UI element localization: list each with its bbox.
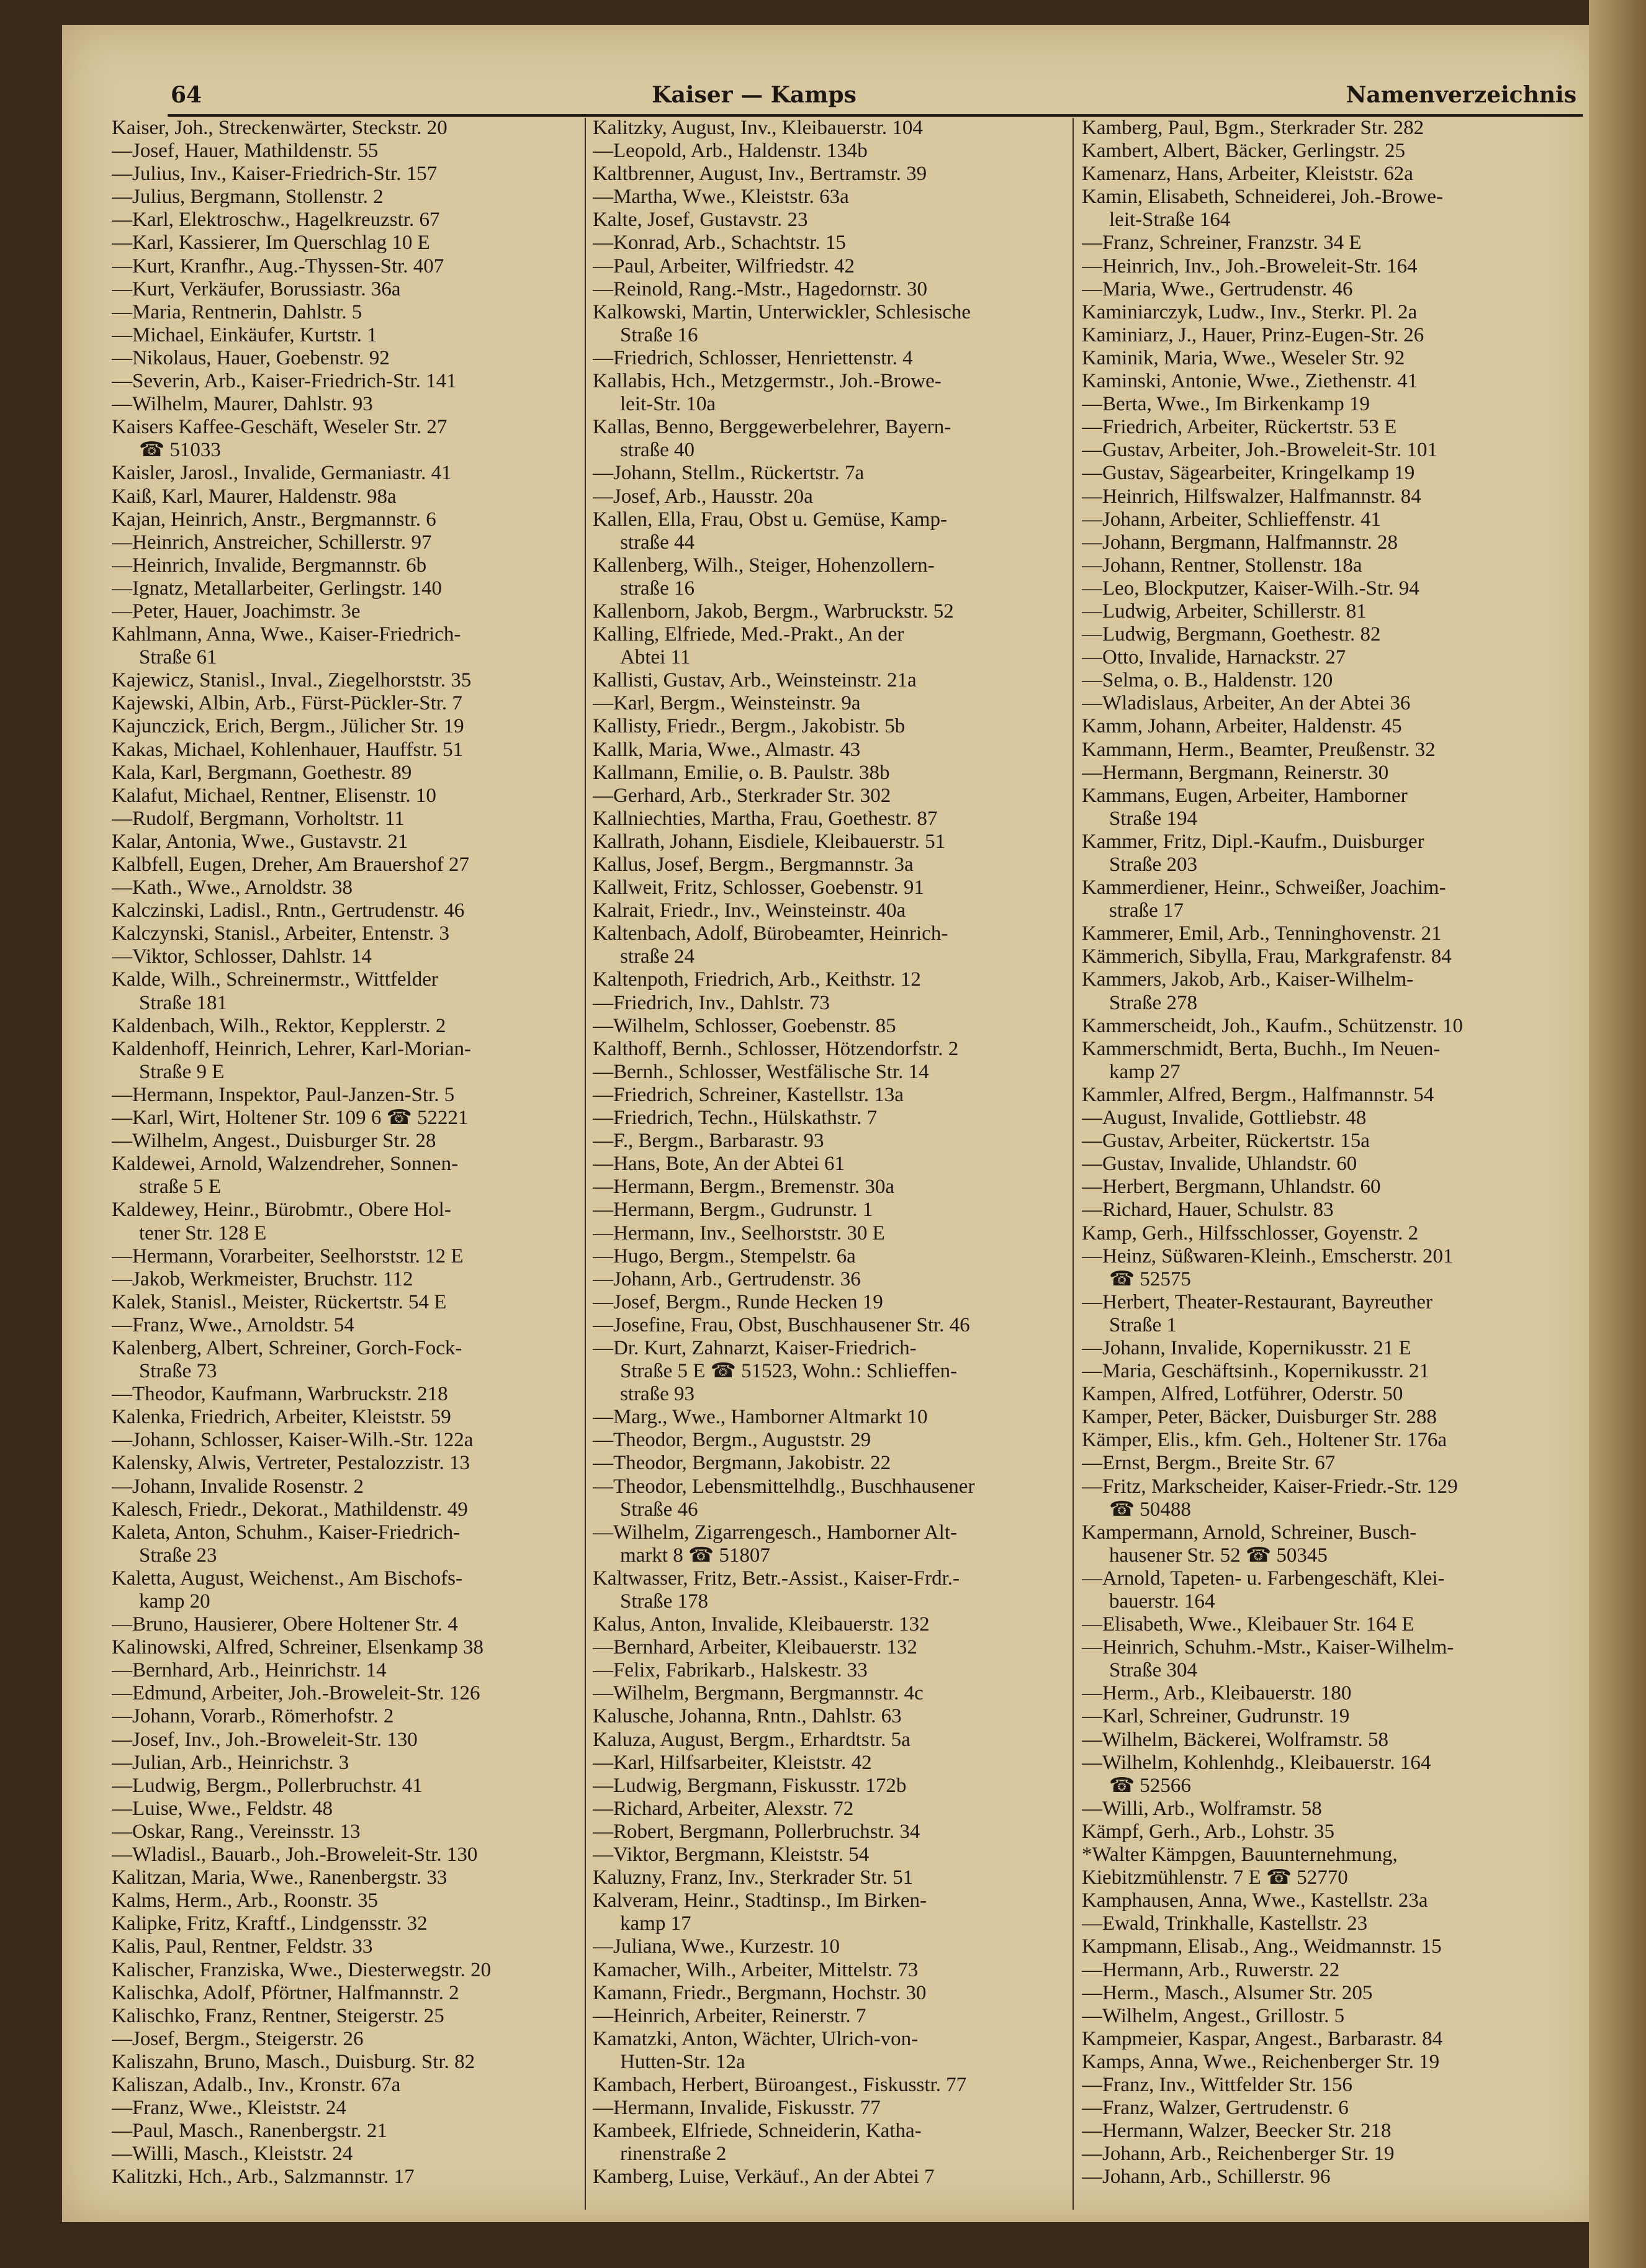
directory-entry: —Paul, Masch., Ranenbergstr. 21 bbox=[112, 2120, 387, 2143]
entry-continuation: Straße 278 bbox=[1109, 991, 1198, 1014]
directory-entry: —Viktor, Bergmann, Kleiststr. 54 bbox=[593, 1843, 870, 1866]
directory-column-1 bbox=[112, 117, 590, 2189]
directory-entry: —Reinold, Rang.-Mstr., Hagedornstr. 30 bbox=[593, 277, 927, 300]
directory-entry: —Franz, Inv., Wittfelder Str. 156 bbox=[1082, 2073, 1352, 2096]
directory-entry: —Ludwig, Bergm., Pollerbruchstr. 41 bbox=[112, 1774, 423, 1797]
directory-entry: Kallk, Maria, Wwe., Almastr. 43 bbox=[593, 738, 861, 761]
directory-entry: —Heinrich, Inv., Joh.-Broweleit-Str. 164 bbox=[1082, 254, 1418, 277]
directory-entry: Kalling, Elfriede, Med.-Prakt., An der bbox=[593, 623, 904, 646]
directory-entry: Kaltenbach, Adolf, Bürobeamter, Heinrich- bbox=[593, 922, 948, 945]
directory-entry: —Josef, Arb., Hausstr. 20a bbox=[593, 485, 813, 508]
entry-continuation: leit-Str. 10a bbox=[620, 393, 716, 416]
directory-entry: Kalusche, Johanna, Rntn., Dahlstr. 63 bbox=[593, 1705, 902, 1728]
directory-entry: Kalczinski, Ladisl., Rntn., Gertrudenstr. 46 bbox=[112, 899, 465, 922]
directory-entry: —Johann, Arb., Schillerstr. 96 bbox=[1082, 2166, 1331, 2189]
directory-entry: —Kath., Wwe., Arnoldstr. 38 bbox=[112, 876, 353, 899]
entry-continuation: straße 40 bbox=[620, 439, 695, 462]
directory-entry: Kalus, Anton, Invalide, Kleibauerstr. 132 bbox=[593, 1613, 930, 1636]
directory-entry: —Johann, Bergmann, Halfmannstr. 28 bbox=[1082, 531, 1398, 554]
directory-entry: Kalesch, Friedr., Dekorat., Mathildenstr. 49 bbox=[112, 1498, 468, 1521]
entry-continuation: straße 93 bbox=[620, 1383, 695, 1406]
directory-entry: —Ignatz, Metallarbeiter, Gerlingstr. 140 bbox=[112, 577, 443, 600]
directory-entry: Kajunczick, Erich, Bergm., Jülicher Str. 19 bbox=[112, 715, 464, 738]
directory-entry: —Franz, Wwe., Kleiststr. 24 bbox=[112, 2097, 346, 2120]
directory-entry: —Selma, o. B., Haldenstr. 120 bbox=[1082, 669, 1333, 692]
directory-entry: —Wilhelm, Zigarrengesch., Hamborner Alt- bbox=[593, 1521, 957, 1544]
directory-entry: —Josef, Hauer, Mathildenstr. 55 bbox=[112, 140, 379, 163]
entry-continuation: Straße 5 E ☎ 51523, Wohn.: Schlieffen- bbox=[620, 1360, 958, 1383]
directory-entry: —Arnold, Tapeten- u. Farbengeschäft, Klei- bbox=[1082, 1567, 1445, 1590]
directory-entry: Kaisers Kaffee-Geschäft, Weseler Str. 27 bbox=[112, 416, 447, 439]
directory-entry: —Hermann, Bergm., Bremenstr. 30a bbox=[593, 1176, 895, 1199]
directory-entry: —Julian, Arb., Heinrichstr. 3 bbox=[112, 1751, 349, 1774]
directory-entry: —Herbert, Bergmann, Uhlandstr. 60 bbox=[1082, 1176, 1381, 1199]
directory-entry: —Franz, Schreiner, Franzstr. 34 E bbox=[1082, 232, 1362, 254]
directory-entry: —Gustav, Arbeiter, Rückertstr. 15a bbox=[1082, 1130, 1370, 1153]
directory-entry: Kalthoff, Bernh., Schlosser, Hötzendorfstr. 2 bbox=[593, 1037, 959, 1060]
directory-entry: Kammerschmidt, Berta, Buchh., Im Neuen- bbox=[1082, 1037, 1441, 1060]
directory-entry: —Gustav, Invalide, Uhlandstr. 60 bbox=[1082, 1153, 1357, 1176]
directory-entry: —Hermann, Invalide, Fiskusstr. 77 bbox=[593, 2097, 881, 2120]
directory-entry: —Heinrich, Schuhm.-Mstr., Kaiser-Wilhelm- bbox=[1082, 1636, 1454, 1659]
directory-entry: Kaletta, August, Weichenst., Am Bischofs- bbox=[112, 1567, 462, 1590]
directory-entry: Kajan, Heinrich, Anstr., Bergmannstr. 6 bbox=[112, 508, 436, 531]
directory-entry: Kamenarz, Hans, Arbeiter, Kleiststr. 62a bbox=[1082, 163, 1413, 186]
directory-entry: —Ludwig, Arbeiter, Schillerstr. 81 bbox=[1082, 600, 1367, 623]
directory-entry: Kalinowski, Alfred, Schreiner, Elsenkamp 38 bbox=[112, 1636, 483, 1659]
directory-entry: Kaldenhoff, Heinrich, Lehrer, Karl-Morian- bbox=[112, 1037, 471, 1060]
directory-entry: —Hermann, Arb., Ruwerstr. 22 bbox=[1082, 1958, 1340, 1981]
directory-entry: Kambeek, Elfriede, Schneiderin, Katha- bbox=[593, 2120, 922, 2143]
directory-entry: —Gustav, Sägearbeiter, Kringelkamp 19 bbox=[1082, 462, 1415, 485]
directory-entry: —Bernh., Schlosser, Westfälische Str. 14 bbox=[593, 1060, 929, 1083]
directory-entry: —Heinz, Süßwaren-Kleinh., Emscherstr. 201 bbox=[1082, 1244, 1454, 1267]
directory-entry: —Bruno, Hausierer, Obere Holtener Str. 4 bbox=[112, 1613, 458, 1636]
directory-entry: —Johann, Schlosser, Kaiser-Wilh.-Str. 122a bbox=[112, 1429, 474, 1452]
directory-entry: —Felix, Fabrikarb., Halskestr. 33 bbox=[593, 1659, 868, 1682]
directory-entry: —Leopold, Arb., Haldenstr. 134b bbox=[593, 140, 868, 163]
directory-entry: —Ernst, Bergm., Breite Str. 67 bbox=[1082, 1452, 1336, 1475]
directory-entry: Kaltbrenner, August, Inv., Bertramstr. 39 bbox=[593, 163, 927, 186]
entry-continuation: leit-Straße 164 bbox=[1109, 209, 1231, 232]
directory-entry: Kammler, Alfred, Bergm., Halfmannstr. 54 bbox=[1082, 1083, 1434, 1106]
entry-continuation: ☎ 52566 bbox=[1109, 1774, 1191, 1797]
directory-entry: —Friedrich, Arbeiter, Rückertstr. 53 E bbox=[1082, 416, 1397, 439]
directory-entry: Kalenka, Friedrich, Arbeiter, Kleiststr. 59 bbox=[112, 1406, 451, 1429]
directory-entry: —Martha, Wwe., Kleiststr. 63a bbox=[593, 186, 849, 209]
directory-entry: —August, Invalide, Gottliebstr. 48 bbox=[1082, 1107, 1367, 1130]
directory-entry: —Theodor, Bergm., Auguststr. 29 bbox=[593, 1429, 871, 1452]
directory-entry: Kambert, Albert, Bäcker, Gerlingstr. 25 bbox=[1082, 140, 1406, 163]
directory-entry: —Johann, Vorarb., Römerhofstr. 2 bbox=[112, 1705, 394, 1728]
directory-entry: Kampermann, Arnold, Schreiner, Busch- bbox=[1082, 1521, 1417, 1544]
directory-entry: Kämpf, Gerh., Arb., Lohstr. 35 bbox=[1082, 1820, 1334, 1843]
directory-entry: Kammerer, Emil, Arb., Tenninghovenstr. 21 bbox=[1082, 922, 1442, 945]
directory-entry: Kalbfell, Eugen, Dreher, Am Brauershof 27 bbox=[112, 853, 470, 876]
directory-entry: —Wilhelm, Bäckerei, Wolframstr. 58 bbox=[1082, 1728, 1388, 1751]
directory-entry: —Karl, Elektroschw., Hagelkreuzstr. 67 bbox=[112, 209, 440, 232]
directory-entry: Kallniechties, Martha, Frau, Goethestr. 87 bbox=[593, 807, 938, 830]
directory-entry: Kaltenpoth, Friedrich, Arb., Keithstr. 12 bbox=[593, 968, 921, 991]
entry-continuation: Straße 46 bbox=[620, 1498, 698, 1521]
directory-entry: —Friedrich, Inv., Dahlstr. 73 bbox=[593, 991, 830, 1014]
directory-entry: Kallabis, Hch., Metzgermstr., Joh.-Browe- bbox=[593, 370, 942, 393]
directory-entry: —Johann, Arb., Reichenberger Str. 19 bbox=[1082, 2143, 1395, 2166]
directory-entry: —Gerhard, Arb., Sterkrader Str. 302 bbox=[593, 784, 891, 807]
directory-entry: —Berta, Wwe., Im Birkenkamp 19 bbox=[1082, 393, 1370, 416]
directory-entry: —Johann, Invalide Rosenstr. 2 bbox=[112, 1475, 364, 1498]
directory-entry: —Rudolf, Bergmann, Vorholtstr. 11 bbox=[112, 807, 405, 830]
entry-continuation: straße 44 bbox=[620, 531, 695, 554]
directory-entry: —Johann, Rentner, Stollenstr. 18a bbox=[1082, 554, 1362, 577]
directory-entry: Kalveram, Heinr., Stadtinsp., Im Birken- bbox=[593, 1889, 927, 1912]
directory-entry: —Gustav, Arbeiter, Joh.-Broweleit-Str. 101 bbox=[1082, 439, 1438, 462]
entry-continuation: Straße 181 bbox=[139, 991, 228, 1014]
entry-continuation: Straße 178 bbox=[620, 1590, 709, 1613]
directory-entry: Kakas, Michael, Kohlenhauer, Hauffstr. 51 bbox=[112, 738, 464, 761]
directory-entry: —Friedrich, Schreiner, Kastellstr. 13a bbox=[593, 1083, 904, 1106]
entry-continuation: kamp 20 bbox=[139, 1590, 210, 1613]
directory-entry: —Kurt, Kranfhr., Aug.-Thyssen-Str. 407 bbox=[112, 254, 444, 277]
directory-entry: Kalrait, Friedr., Inv., Weinsteinstr. 40a bbox=[593, 899, 906, 922]
page-title: Kaiser — Kamps bbox=[652, 82, 857, 108]
directory-entry: Kalkowski, Martin, Unterwickler, Schlesische bbox=[593, 300, 971, 323]
directory-entry: Kammerdiener, Heinr., Schweißer, Joachim- bbox=[1082, 876, 1446, 899]
entry-continuation: Straße 16 bbox=[620, 323, 698, 346]
directory-entry: —Willi, Masch., Kleiststr. 24 bbox=[112, 2143, 353, 2166]
entry-continuation: kamp 27 bbox=[1109, 1060, 1181, 1083]
directory-entry: *Walter Kämpgen, Bauunternehmung, bbox=[1082, 1843, 1398, 1866]
directory-entry: —Jakob, Werkmeister, Bruchstr. 112 bbox=[112, 1267, 413, 1290]
directory-entry: —Herbert, Theater-Restaurant, Bayreuther bbox=[1082, 1290, 1432, 1313]
directory-entry: Kallmann, Emilie, o. B. Paulstr. 38b bbox=[593, 761, 890, 784]
directory-entry: —Hermann, Inspektor, Paul-Janzen-Str. 5 bbox=[112, 1083, 455, 1106]
entry-continuation: Straße 9 E bbox=[139, 1060, 225, 1083]
directory-entry: Kammann, Herm., Beamter, Preußenstr. 32 bbox=[1082, 738, 1436, 761]
directory-entry: —Michael, Einkäufer, Kurtstr. 1 bbox=[112, 323, 377, 346]
directory-entry: Kammans, Eugen, Arbeiter, Hamborner bbox=[1082, 784, 1408, 807]
directory-entry: Kallenborn, Jakob, Bergm., Warbruckstr. 52 bbox=[593, 600, 954, 623]
directory-entry: —Wilhelm, Bergmann, Bergmannstr. 4c bbox=[593, 1682, 924, 1705]
directory-entry: Kammerscheidt, Joh., Kaufm., Schützenstr. 10 bbox=[1082, 1014, 1464, 1037]
directory-entry: —Peter, Hauer, Joachimstr. 3e bbox=[112, 600, 361, 623]
directory-entry: —Ewald, Trinkhalle, Kastellstr. 23 bbox=[1082, 1912, 1368, 1935]
directory-entry: —Josef, Bergm., Steigerstr. 26 bbox=[112, 2027, 364, 2050]
directory-entry: Kamphausen, Anna, Wwe., Kastellstr. 23a bbox=[1082, 1889, 1428, 1912]
entry-continuation: Hutten-Str. 12a bbox=[620, 2050, 745, 2073]
directory-entry: Kaiß, Karl, Maurer, Haldenstr. 98a bbox=[112, 485, 397, 508]
directory-entry: —Hugo, Bergm., Stempelstr. 6a bbox=[593, 1244, 856, 1267]
directory-entry: —Josef, Inv., Joh.-Broweleit-Str. 130 bbox=[112, 1728, 418, 1751]
directory-entry: —Hermann, Vorarbeiter, Seelhorststr. 12 E bbox=[112, 1244, 464, 1267]
directory-entry: —Severin, Arb., Kaiser-Friedrich-Str. 141 bbox=[112, 370, 457, 393]
directory-entry: —Theodor, Bergmann, Jakobistr. 22 bbox=[593, 1452, 891, 1475]
directory-entry: —Friedrich, Techn., Hülskathstr. 7 bbox=[593, 1107, 878, 1130]
entry-continuation: ☎ 52575 bbox=[1109, 1267, 1191, 1290]
directory-entry: Kaiser, Joh., Streckenwärter, Steckstr. 20 bbox=[112, 117, 447, 139]
directory-entry: —Heinrich, Anstreicher, Schillerstr. 97 bbox=[112, 531, 432, 554]
directory-entry: Kalek, Stanisl., Meister, Rückertstr. 54 E bbox=[112, 1290, 447, 1313]
directory-entry: —Edmund, Arbeiter, Joh.-Broweleit-Str. 126 bbox=[112, 1682, 480, 1705]
directory-entry: Kaldenbach, Wilh., Rektor, Kepplerstr. 2 bbox=[112, 1014, 446, 1037]
directory-entry: Kamberg, Paul, Bgm., Sterkrader Str. 282 bbox=[1082, 117, 1424, 139]
directory-entry: —Kurt, Verkäufer, Borussiastr. 36a bbox=[112, 277, 401, 300]
directory-entry: —Wilhelm, Angest., Duisburger Str. 28 bbox=[112, 1130, 436, 1153]
directory-entry: —Robert, Bergmann, Pollerbruchstr. 34 bbox=[593, 1820, 920, 1843]
directory-entry: —Franz, Walzer, Gertrudenstr. 6 bbox=[1082, 2097, 1349, 2120]
directory-entry: Kamacher, Wilh., Arbeiter, Mittelstr. 73 bbox=[593, 1958, 919, 1981]
directory-entry: Kalensky, Alwis, Vertreter, Pestalozzistr. 13 bbox=[112, 1452, 470, 1475]
directory-entry: Kampmeier, Kaspar, Angest., Barbarastr. 84 bbox=[1082, 2027, 1443, 2050]
directory-entry: Kalenberg, Albert, Schreiner, Gorch-Fock- bbox=[112, 1336, 462, 1359]
directory-entry: Kaminiarz, J., Hauer, Prinz-Eugen-Str. 26 bbox=[1082, 323, 1424, 346]
directory-entry: —Theodor, Lebensmittelhdlg., Buschhausener bbox=[593, 1475, 975, 1498]
directory-entry: Kamatzki, Anton, Wächter, Ulrich-von- bbox=[593, 2027, 919, 2050]
directory-entry: —Luise, Wwe., Feldstr. 48 bbox=[112, 1797, 333, 1820]
directory-entry: —Hermann, Walzer, Beecker Str. 218 bbox=[1082, 2120, 1392, 2143]
directory-entry: Kammers, Jakob, Arb., Kaiser-Wilhelm- bbox=[1082, 968, 1414, 991]
directory-entry: Kallen, Ella, Frau, Obst u. Gemüse, Kamp- bbox=[593, 508, 947, 531]
directory-entry: —Leo, Blockputzer, Kaiser-Wilh.-Str. 94 bbox=[1082, 577, 1419, 600]
directory-entry: —Viktor, Schlosser, Dahlstr. 14 bbox=[112, 945, 372, 968]
directory-entry: —F., Bergm., Barbarastr. 93 bbox=[593, 1130, 824, 1153]
directory-entry: —Bernhard, Arb., Heinrichstr. 14 bbox=[112, 1659, 387, 1682]
directory-entry: —Friedrich, Schlosser, Henriettenstr. 4 bbox=[593, 346, 913, 369]
entry-continuation: Straße 203 bbox=[1109, 853, 1198, 876]
entry-continuation: rinenstraße 2 bbox=[620, 2143, 727, 2166]
directory-entry: —Otto, Invalide, Harnackstr. 27 bbox=[1082, 646, 1346, 669]
directory-entry: —Johann, Invalide, Kopernikusstr. 21 E bbox=[1082, 1336, 1411, 1359]
directory-entry: Kalitzky, August, Inv., Kleibauerstr. 104 bbox=[593, 117, 923, 139]
directory-entry: —Josefine, Frau, Obst, Buschhausener Str. 46 bbox=[593, 1313, 970, 1336]
directory-entry: —Paul, Arbeiter, Wilfriedstr. 42 bbox=[593, 254, 855, 277]
directory-entry: Kaisler, Jarosl., Invalide, Germaniastr. 41 bbox=[112, 462, 452, 485]
directory-entry: Kiebitzmühlenstr. 7 E ☎ 52770 bbox=[1082, 1866, 1348, 1889]
directory-entry: Kalipke, Fritz, Kraftf., Lindgensstr. 32 bbox=[112, 1912, 428, 1935]
directory-entry: —Hermann, Bergmann, Reinerstr. 30 bbox=[1082, 761, 1389, 784]
directory-entry: Kalischka, Adolf, Pförtner, Halfmannstr. 2 bbox=[112, 1981, 459, 2004]
entry-continuation: straße 16 bbox=[620, 577, 695, 600]
directory-entry: —Willi, Arb., Wolframstr. 58 bbox=[1082, 1797, 1322, 1820]
directory-entry: Kaltwasser, Fritz, Betr.-Assist., Kaiser-Frdr.- bbox=[593, 1567, 960, 1590]
directory-entry: —Elisabeth, Wwe., Kleibauer Str. 164 E bbox=[1082, 1613, 1414, 1636]
directory-entry: Kalms, Herm., Arb., Roonstr. 35 bbox=[112, 1889, 378, 1912]
directory-entry: Kamp, Gerh., Hilfsschlosser, Goyenstr. 2 bbox=[1082, 1222, 1419, 1244]
entry-continuation: Straße 73 bbox=[139, 1360, 217, 1383]
directory-entry: Kahlmann, Anna, Wwe., Kaiser-Friedrich- bbox=[112, 623, 461, 646]
directory-entry: —Wilhelm, Kohlenhdg., Kleibauerstr. 164 bbox=[1082, 1751, 1431, 1774]
entry-continuation: Straße 23 bbox=[139, 1544, 217, 1567]
directory-entry: —Marg., Wwe., Hamborner Altmarkt 10 bbox=[593, 1406, 928, 1429]
directory-entry: —Maria, Rentnerin, Dahlstr. 5 bbox=[112, 300, 362, 323]
directory-entry: Kaluzny, Franz, Inv., Sterkrader Str. 51 bbox=[593, 1866, 914, 1889]
directory-entry: —Karl, Kassierer, Im Querschlag 10 E bbox=[112, 232, 430, 254]
entry-continuation: tener Str. 128 E bbox=[139, 1222, 267, 1244]
directory-entry: Kalitzan, Maria, Wwe., Ranenbergstr. 33 bbox=[112, 1866, 447, 1889]
directory-entry: —Konrad, Arb., Schachtstr. 15 bbox=[593, 232, 846, 254]
directory-entry: —Hermann, Bergm., Gudrunstr. 1 bbox=[593, 1199, 873, 1222]
directory-entry: —Nikolaus, Hauer, Goebenstr. 92 bbox=[112, 346, 390, 369]
directory-entry: —Johann, Stellm., Rückertstr. 7a bbox=[593, 462, 865, 485]
directory-entry: Kallas, Benno, Berggewerbelehrer, Bayern- bbox=[593, 416, 951, 439]
entry-continuation: straße 24 bbox=[620, 945, 695, 968]
directory-entry: Kala, Karl, Bergmann, Goethestr. 89 bbox=[112, 761, 412, 784]
directory-entry: Kamm, Johann, Arbeiter, Haldenstr. 45 bbox=[1082, 715, 1402, 738]
entry-continuation: straße 17 bbox=[1109, 899, 1184, 922]
entry-continuation: Abtei 11 bbox=[620, 646, 691, 669]
directory-entry: —Richard, Arbeiter, Alexstr. 72 bbox=[593, 1797, 854, 1820]
directory-entry: —Wilhelm, Schlosser, Goebenstr. 85 bbox=[593, 1014, 896, 1037]
entry-continuation: kamp 17 bbox=[620, 1912, 691, 1935]
directory-entry: Kaliszan, Adalb., Inv., Kronstr. 67a bbox=[112, 2073, 401, 2096]
directory-entry: —Herm., Masch., Alsumer Str. 205 bbox=[1082, 1981, 1373, 2004]
directory-entry: —Johann, Arb., Gertrudenstr. 36 bbox=[593, 1267, 861, 1290]
directory-entry: —Fritz, Markscheider, Kaiser-Friedr.-Str. 129 bbox=[1082, 1475, 1458, 1498]
directory-entry: —Maria, Wwe., Gertrudenstr. 46 bbox=[1082, 277, 1353, 300]
directory-entry: Kaldewei, Arnold, Walzendreher, Sonnen- bbox=[112, 1153, 459, 1176]
directory-entry: —Herm., Arb., Kleibauerstr. 180 bbox=[1082, 1682, 1352, 1705]
directory-entry: —Richard, Hauer, Schulstr. 83 bbox=[1082, 1199, 1334, 1222]
section-title: Namenverzeichnis bbox=[1346, 82, 1576, 108]
directory-entry: —Theodor, Kaufmann, Warbruckstr. 218 bbox=[112, 1383, 448, 1406]
entry-continuation: ☎ 50488 bbox=[1109, 1498, 1191, 1521]
directory-entry: Kalde, Wilh., Schreinermstr., Wittfelder bbox=[112, 968, 438, 991]
column-divider bbox=[1073, 118, 1074, 2210]
directory-entry: —Johann, Arbeiter, Schlieffenstr. 41 bbox=[1082, 508, 1381, 531]
directory-entry: Kaminski, Antonie, Wwe., Ziethenstr. 41 bbox=[1082, 370, 1418, 393]
directory-entry: Kallweit, Fritz, Schlosser, Goebenstr. 91 bbox=[593, 876, 924, 899]
directory-entry: Kalischer, Franziska, Wwe., Diesterwegstr. 20 bbox=[112, 1958, 492, 1981]
directory-entry: —Wilhelm, Angest., Grillostr. 5 bbox=[1082, 2004, 1345, 2027]
directory-entry: Kalar, Antonia, Wwe., Gustavstr. 21 bbox=[112, 830, 408, 853]
directory-entry: —Bernhard, Arbeiter, Kleibauerstr. 132 bbox=[593, 1636, 917, 1659]
directory-entry: Kalczynski, Stanisl., Arbeiter, Entenstr. 3 bbox=[112, 922, 450, 945]
directory-entry: —Hans, Bote, An der Abtei 61 bbox=[593, 1153, 845, 1176]
directory-entry: Kallrath, Johann, Eisdiele, Kleibauerstr. 51 bbox=[593, 830, 946, 853]
directory-entry: Kammer, Fritz, Dipl.-Kaufm., Duisburger bbox=[1082, 830, 1424, 853]
directory-entry: —Franz, Wwe., Arnoldstr. 54 bbox=[112, 1313, 354, 1336]
directory-entry: Kalte, Josef, Gustavstr. 23 bbox=[593, 209, 808, 232]
directory-entry: Kamper, Peter, Bäcker, Duisburger Str. 288 bbox=[1082, 1406, 1437, 1429]
directory-entry: —Karl, Wirt, Holtener Str. 109 6 ☎ 52221 bbox=[112, 1107, 469, 1130]
directory-entry: Kallisty, Friedr., Bergm., Jakobistr. 5b bbox=[593, 715, 906, 738]
directory-entry: Kämmerich, Sibylla, Frau, Markgrafenstr. 84 bbox=[1082, 945, 1452, 968]
directory-entry: Kamps, Anna, Wwe., Reichenberger Str. 19 bbox=[1082, 2050, 1440, 2073]
entry-continuation: Straße 194 bbox=[1109, 807, 1198, 830]
entry-continuation: straße 5 E bbox=[139, 1176, 221, 1199]
entry-continuation: Straße 61 bbox=[139, 646, 217, 669]
directory-entry: Kambach, Herbert, Büroangest., Fiskusstr. 77 bbox=[593, 2073, 967, 2096]
directory-entry: Kallenberg, Wilh., Steiger, Hohenzollern- bbox=[593, 554, 935, 577]
directory-entry: Kalischko, Franz, Rentner, Steigerstr. 25 bbox=[112, 2004, 444, 2027]
entry-continuation: Straße 1 bbox=[1109, 1313, 1177, 1336]
directory-entry: —Oskar, Rang., Vereinsstr. 13 bbox=[112, 1820, 361, 1843]
directory-entry: Kaminiarczyk, Ludw., Inv., Sterkr. Pl. 2a bbox=[1082, 300, 1418, 323]
directory-entry: —Ludwig, Bergmann, Fiskusstr. 172b bbox=[593, 1774, 907, 1797]
directory-entry: Kamann, Friedr., Bergmann, Hochstr. 30 bbox=[593, 1981, 927, 2004]
directory-entry: Kaliszahn, Bruno, Masch., Duisburg. Str. 82 bbox=[112, 2050, 475, 2073]
entry-continuation: markt 8 ☎ 51807 bbox=[620, 1544, 770, 1567]
directory-entry: —Wladisl., Bauarb., Joh.-Broweleit-Str. 130 bbox=[112, 1843, 478, 1866]
directory-entry: —Wladislaus, Arbeiter, An der Abtei 36 bbox=[1082, 692, 1411, 715]
directory-entry: Kampmann, Elisab., Ang., Weidmannstr. 15 bbox=[1082, 1935, 1442, 1958]
directory-entry: —Karl, Hilfsarbeiter, Kleiststr. 42 bbox=[593, 1751, 872, 1774]
directory-entry: Kamberg, Luise, Verkäuf., An der Abtei 7 bbox=[593, 2166, 935, 2189]
directory-entry: —Karl, Schreiner, Gudrunstr. 19 bbox=[1082, 1705, 1350, 1728]
entry-continuation: bauerstr. 164 bbox=[1109, 1590, 1215, 1613]
page-edge bbox=[1589, 0, 1646, 2268]
directory-entry: Kallus, Josef, Bergm., Bergmannstr. 3a bbox=[593, 853, 914, 876]
directory-entry: Kajewski, Albin, Arb., Fürst-Pückler-Str. 7 bbox=[112, 692, 462, 715]
directory-entry: —Karl, Bergm., Weinsteinstr. 9a bbox=[593, 692, 861, 715]
directory-entry: —Josef, Bergm., Runde Hecken 19 bbox=[593, 1290, 883, 1313]
directory-entry: —Maria, Geschäftsinh., Kopernikusstr. 21 bbox=[1082, 1360, 1429, 1383]
directory-entry: Kaminik, Maria, Wwe., Weseler Str. 92 bbox=[1082, 346, 1405, 369]
directory-entry: —Dr. Kurt, Zahnarzt, Kaiser-Friedrich- bbox=[593, 1336, 917, 1359]
directory-entry: Kalis, Paul, Rentner, Feldstr. 33 bbox=[112, 1935, 373, 1958]
directory-entry: —Juliana, Wwe., Kurzestr. 10 bbox=[593, 1935, 840, 1958]
directory-column-2 bbox=[593, 117, 1071, 2189]
directory-entry: Kalitzki, Hch., Arb., Salzmannstr. 17 bbox=[112, 2166, 415, 2189]
directory-entry: —Julius, Inv., Kaiser-Friedrich-Str. 157 bbox=[112, 163, 438, 186]
directory-entry: —Heinrich, Hilfswalzer, Halfmannstr. 84 bbox=[1082, 485, 1421, 508]
directory-entry: —Ludwig, Bergmann, Goethestr. 82 bbox=[1082, 623, 1381, 646]
directory-entry: Kaluza, August, Bergm., Erhardtstr. 5a bbox=[593, 1728, 911, 1751]
entry-continuation: Straße 304 bbox=[1109, 1659, 1198, 1682]
directory-entry: —Heinrich, Invalide, Bergmannstr. 6b bbox=[112, 554, 427, 577]
directory-entry: Kaldewey, Heinr., Bürobmtr., Obere Hol- bbox=[112, 1199, 451, 1222]
directory-entry: —Hermann, Inv., Seelhorststr. 30 E bbox=[593, 1222, 885, 1244]
entry-continuation: hausener Str. 52 ☎ 50345 bbox=[1109, 1544, 1328, 1567]
directory-entry: Kalafut, Michael, Rentner, Elisenstr. 10 bbox=[112, 784, 436, 807]
directory-entry: Kajewicz, Stanisl., Inval., Ziegelhorststr. 35 bbox=[112, 669, 472, 692]
directory-entry: Kampen, Alfred, Lotführer, Oderstr. 50 bbox=[1082, 1383, 1403, 1406]
directory-entry: Kallisti, Gustav, Arb., Weinsteinstr. 21a bbox=[593, 669, 917, 692]
directory-column-3 bbox=[1082, 117, 1560, 2189]
entry-continuation: ☎ 51033 bbox=[139, 439, 221, 462]
page-number: 64 bbox=[171, 82, 202, 108]
directory-entry: —Julius, Bergmann, Stollenstr. 2 bbox=[112, 186, 384, 209]
directory-entry: —Wilhelm, Maurer, Dahlstr. 93 bbox=[112, 393, 373, 416]
directory-entry: —Heinrich, Arbeiter, Reinerstr. 7 bbox=[593, 2004, 866, 2027]
directory-entry: Kämper, Elis., kfm. Geh., Holtener Str. 176a bbox=[1082, 1429, 1447, 1452]
directory-entry: Kaleta, Anton, Schuhm., Kaiser-Friedrich- bbox=[112, 1521, 461, 1544]
directory-entry: Kamin, Elisabeth, Schneiderei, Joh.-Browe- bbox=[1082, 186, 1443, 209]
